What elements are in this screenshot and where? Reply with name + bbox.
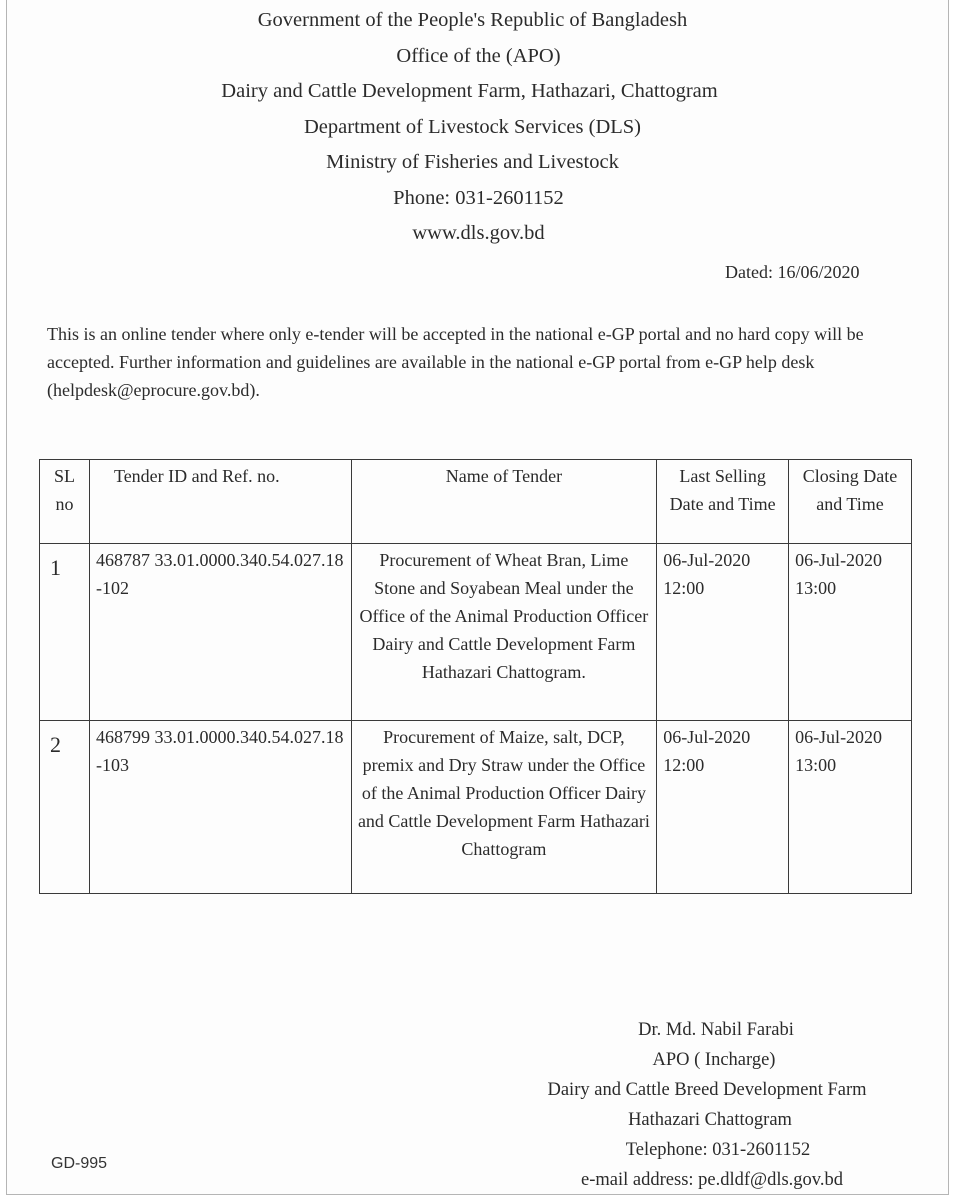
- row-closing: 06-Jul-2020 13:00: [789, 721, 912, 894]
- signatory-name: Dr. Md. Nabil Farabi: [638, 1020, 794, 1040]
- letterhead-ministry: Ministry of Fisheries and Livestock: [326, 151, 619, 173]
- row-closing: 06-Jul-2020 13:00: [789, 544, 912, 721]
- header-sl-no: SL no: [40, 460, 90, 544]
- signatory-email: e-mail address: pe.dldf@dls.gov.bd: [581, 1170, 843, 1190]
- letterhead-farm: Dairy and Cattle Development Farm, Hathazari, Chattogram: [221, 80, 718, 102]
- letterhead-department: Department of Livestock Services (DLS): [303, 115, 641, 138]
- row-sl: 1: [40, 544, 90, 721]
- header-last-selling: Last Selling Date and Time: [657, 460, 789, 544]
- intro-text: This is an online tender where only e-tender will be accepted in the national e-GP portal and no hard copy will be accepted. Further information and guidelines are available in the national e-GP portal from e-GP help desk (helpdesk@eprocure.gov.bd).: [47, 324, 864, 400]
- row-sl: 2: [40, 721, 90, 894]
- intro-paragraph: [47, 320, 897, 404]
- row-tender-id: 468799 33.01.0000.340.54.027.18-103: [89, 721, 351, 894]
- letterhead-office: Office of the (APO): [396, 44, 561, 67]
- signatory-designation: APO ( Incharge): [652, 1050, 776, 1070]
- document-page: [6, 0, 949, 1195]
- row-tender-name: Procurement of Wheat Bran, Lime Stone and Soyabean Meal under the Office of the Animal Production Officer Dairy and Cattle Development Farm Hathazari Chattogram.: [351, 544, 657, 721]
- header-name-of-tender: Name of Tender: [351, 460, 657, 544]
- row-tender-name: Procurement of Maize, salt, DCP, premix and Dry Straw under the Office of the Animal Production Officer Dairy and Cattle Development Farm Hathazari Chattogram: [351, 721, 657, 894]
- dated-line: Dated: 16/06/2020: [725, 262, 860, 282]
- row-last-selling: 06-Jul-2020 12:00: [657, 721, 789, 894]
- letterhead: [7, 3, 950, 252]
- letterhead-government: Government of the People's Republic of Bangladesh: [257, 9, 688, 31]
- letterhead-phone: Phone: 031-2601152: [393, 186, 564, 209]
- table-row: [40, 721, 912, 894]
- row-last-selling: 06-Jul-2020 12:00: [657, 544, 789, 721]
- table-header-row: [40, 460, 912, 544]
- table-row: [40, 544, 912, 721]
- document-code: GD-995: [51, 1155, 108, 1172]
- signature-block: [507, 1015, 907, 1195]
- header-closing: Closing Date and Time: [789, 460, 912, 544]
- signatory-location: Hathazari Chattogram: [628, 1110, 792, 1130]
- tender-table: [39, 459, 912, 894]
- signatory-office: Dairy and Cattle Breed Development Farm: [547, 1080, 867, 1100]
- header-tender-id: Tender ID and Ref. no.: [89, 460, 351, 544]
- row-tender-id: 468787 33.01.0000.340.54.027.18-102: [89, 544, 351, 721]
- signatory-telephone: Telephone: 031-2601152: [625, 1140, 811, 1160]
- letterhead-website: www.dls.gov.bd: [412, 222, 545, 244]
